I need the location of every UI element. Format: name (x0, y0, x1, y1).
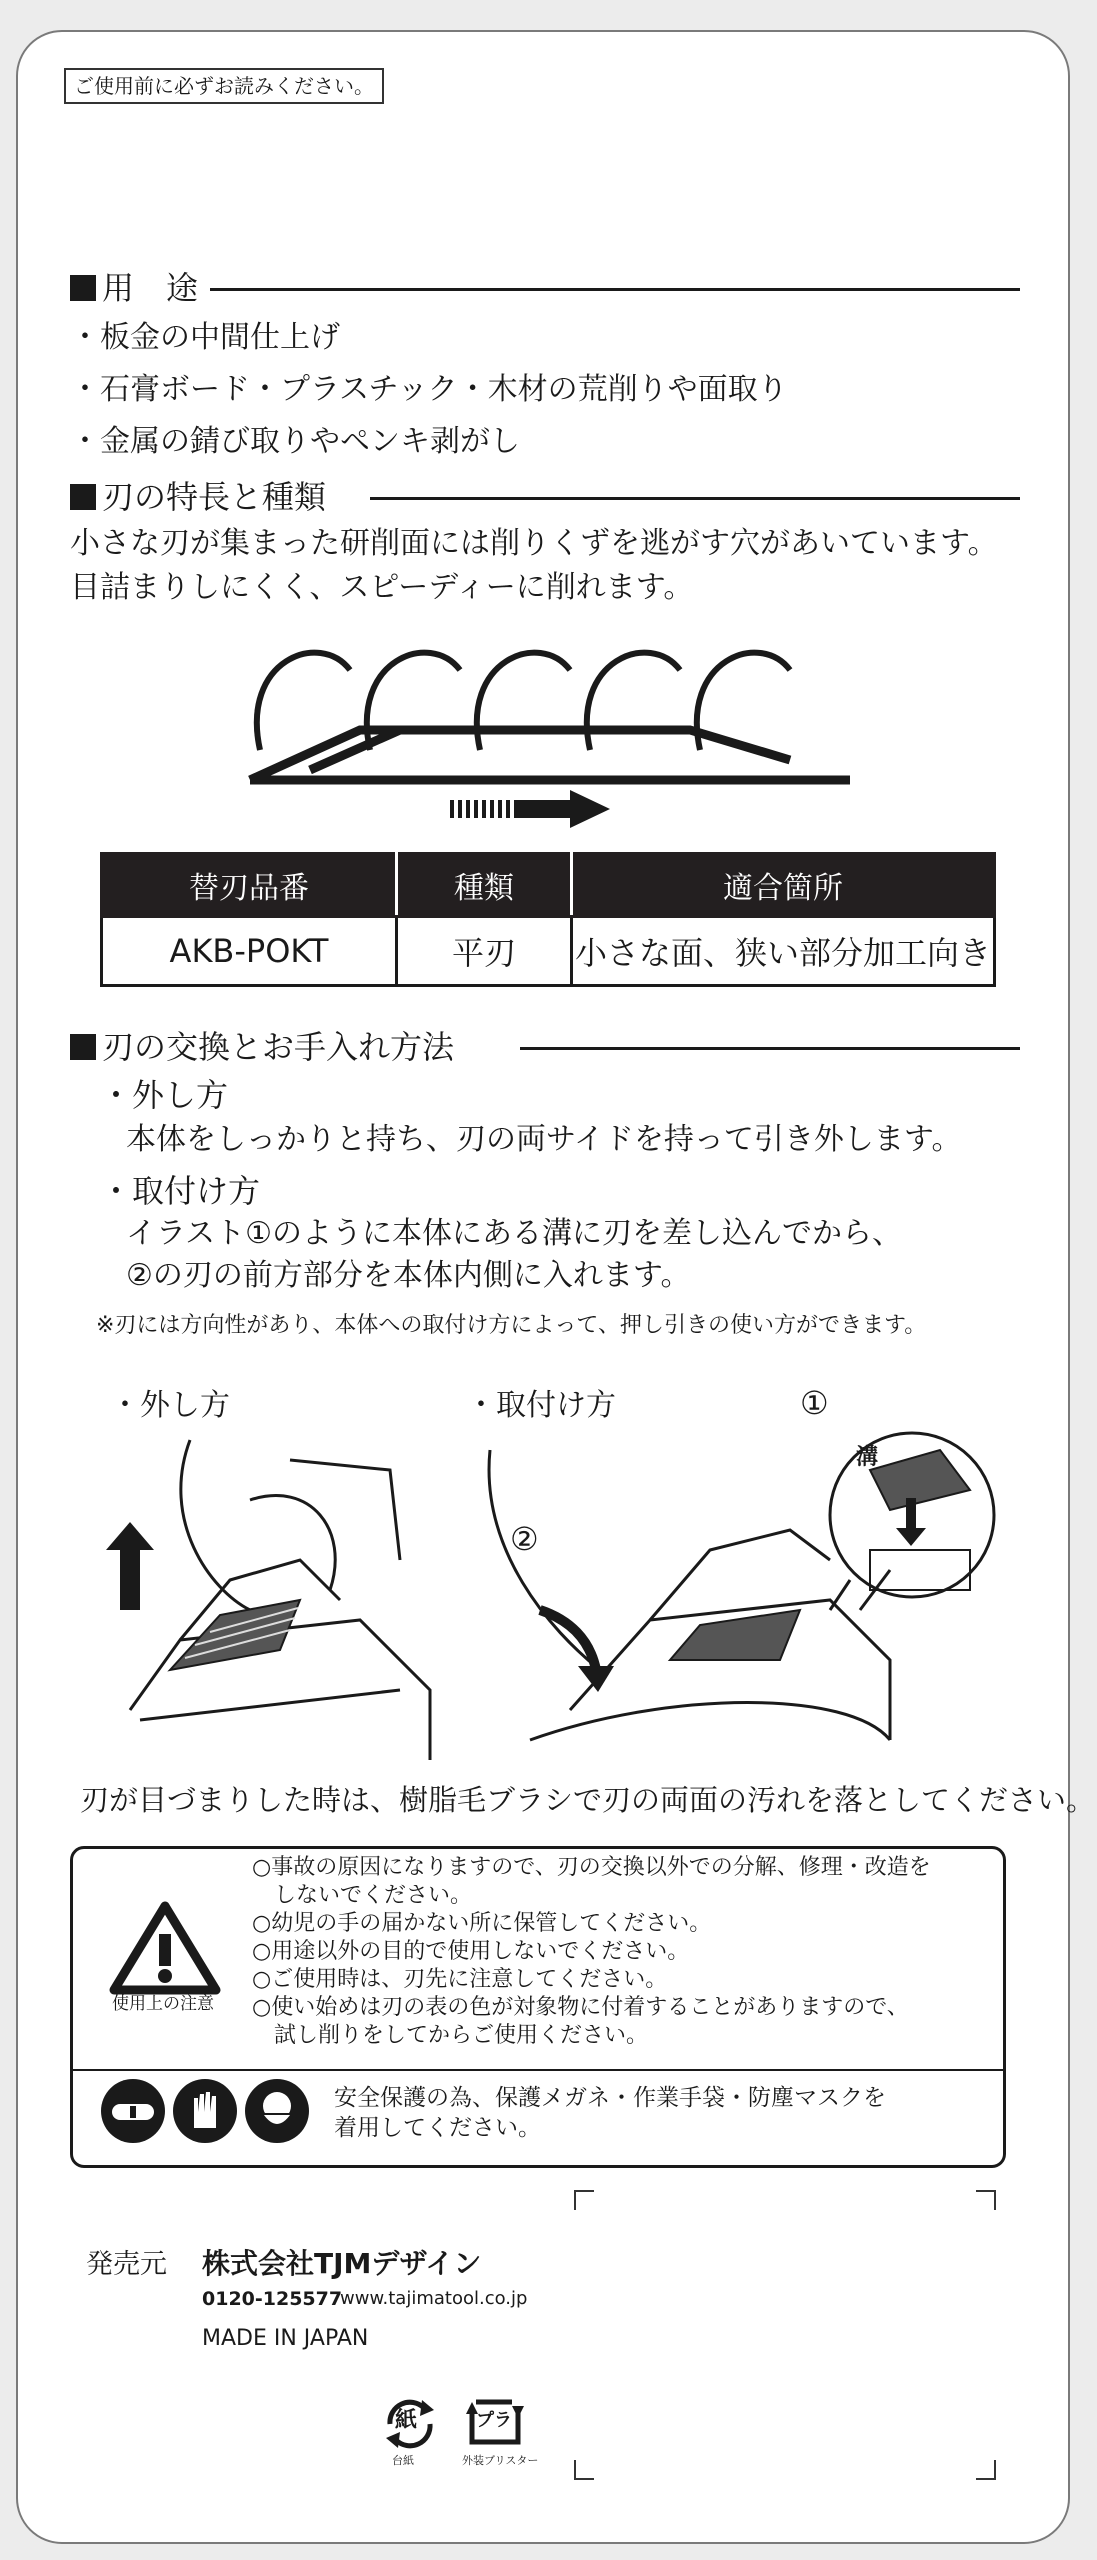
ppe-text: 安全保護の為、保護メガネ・作業手袋・防塵マスクを (334, 2085, 886, 2111)
protective-goggles-icon (100, 2078, 166, 2144)
section-rule (520, 1047, 1020, 1050)
table-header: 適合箇所 (572, 854, 995, 917)
caution-item: ○ご使用時は、刃先に注意してください。 (252, 1967, 668, 1992)
table-cell: AKB-POKT (102, 917, 397, 986)
caution-item: しないでください。 (252, 1883, 473, 1908)
caution-item: ○事故の原因になりますので、刃の交換以外での分解、修理・改造を (252, 1855, 931, 1880)
usage-section-title: 用 途 (70, 268, 210, 308)
caution-label: 使用上の注意 (112, 1994, 214, 2014)
warning-triangle-icon (110, 1900, 220, 1996)
blade-cross-section-illustration (230, 630, 860, 830)
crop-mark (574, 2190, 594, 2210)
remove-text: 本体をしっかりと持ち、刃の両サイドを持って引き外します。 (126, 1122, 962, 1157)
caution-item: ○使い始めは刃の表の色が対象物に付着することがありますので、 (252, 1995, 909, 2020)
usage-item: ・石膏ボード・プラスチック・木材の荒削りや面取り (70, 372, 788, 407)
cleaning-text: 刃が目づまりした時は、樹脂毛ブラシで刃の両面の汚れを落としてください。 (80, 1783, 1096, 1817)
seller-label: 発売元 (86, 2249, 167, 2280)
caution-item: ○幼児の手の届かない所に保管してください。 (252, 1911, 712, 1936)
work-gloves-icon (172, 2078, 238, 2144)
table-row (102, 917, 995, 986)
replacement-blade-table (100, 852, 996, 987)
read-before-use-notice: ご使用前に必ずお読みください。 (64, 68, 384, 104)
company-url: www.tajimatool.co.jp (340, 2288, 528, 2309)
attach-illustration-label: ・取付け方 (466, 1388, 616, 1423)
dust-mask-icon (244, 2078, 310, 2144)
bullet-square-icon (70, 1034, 96, 1060)
features-section-title: 刃の特長と種類 (70, 477, 338, 517)
plastic-symbol: プラ (476, 2410, 512, 2431)
company-phone: 0120-125577 (202, 2288, 343, 2310)
paper-symbol: 紙 (395, 2408, 418, 2433)
table-cell: 小さな面、狭い部分加工向き (572, 917, 995, 986)
replace-section-title: 刃の交換とお手入れ方法 (70, 1027, 466, 1067)
features-text: 小さな刃が集まった研削面には削りくずを逃がす穴があいています。 (70, 526, 998, 561)
bullet-square-icon (70, 484, 96, 510)
attach-text: イラスト①のように本体にある溝に刃を差し込んでから、 (126, 1216, 902, 1251)
attach-text: ②の刃の前方部分を本体内側に入れます。 (126, 1258, 691, 1293)
usage-item: ・金属の錆び取りやペンキ剥がし (70, 424, 520, 459)
ppe-text: 着用してください。 (334, 2115, 541, 2141)
table-header: 種類 (397, 854, 572, 917)
bullet-square-icon (70, 275, 96, 301)
remove-illustration-label: ・外し方 (110, 1388, 230, 1423)
usage-item: ・板金の中間仕上げ (70, 320, 340, 355)
attach-blade-illustration (470, 1430, 1030, 1770)
crop-mark (976, 2190, 996, 2210)
caution-item: ○用途以外の目的で使用しないでください。 (252, 1939, 690, 1964)
crop-mark (976, 2460, 996, 2480)
marker-1: ① (800, 1384, 829, 1422)
features-text: 目詰まりしにくく、スピーディーに削れます。 (70, 570, 694, 605)
made-in-japan: MADE IN JAPAN (202, 2326, 369, 2351)
marker-2: ② (510, 1520, 539, 1558)
plastic-label: 外装ブリスター (462, 2454, 539, 2467)
remove-blade-illustration (100, 1440, 440, 1760)
table-cell: 平刃 (397, 917, 572, 986)
direction-note: ※刃には方向性があり、本体への取付け方によって、押し引きの使い方ができます。 (96, 1313, 927, 1338)
company-name: 株式会社TJMデザイン (202, 2247, 482, 2280)
groove-label: 溝 (856, 1445, 879, 1470)
caution-divider (73, 2069, 1003, 2071)
section-rule (370, 497, 1020, 500)
section-rule (200, 288, 1020, 291)
table-header: 替刃品番 (102, 854, 397, 917)
caution-item: 試し削りをしてからご使用ください。 (252, 2023, 649, 2048)
paper-label: 台紙 (392, 2454, 414, 2467)
crop-mark (574, 2460, 594, 2480)
remove-heading: ・外し方 (100, 1076, 229, 1114)
attach-heading: ・取付け方 (100, 1172, 261, 1210)
